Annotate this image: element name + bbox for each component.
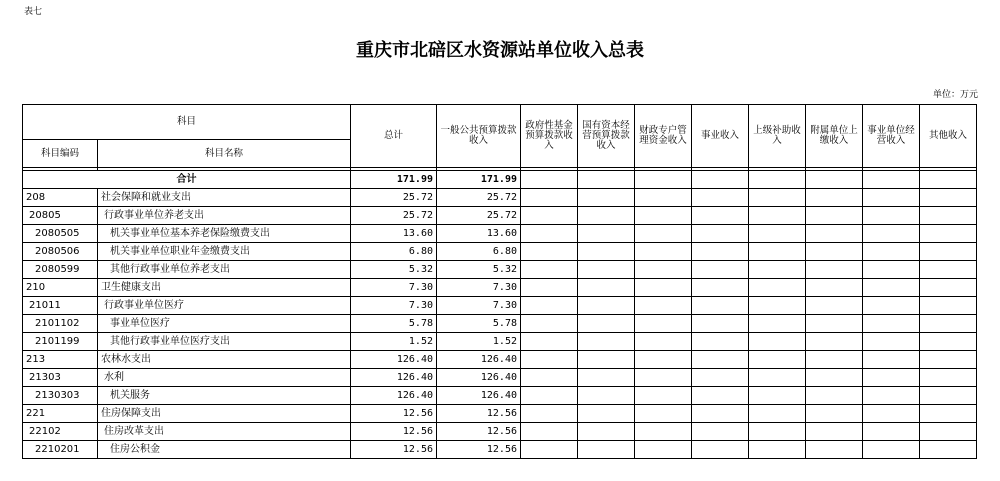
row-code: 2101199 — [23, 333, 98, 351]
row-empty-cell — [806, 351, 863, 369]
row-empty-cell — [521, 261, 578, 279]
row-empty-cell — [635, 189, 692, 207]
row-empty-cell — [521, 297, 578, 315]
table-row — [23, 333, 977, 351]
header-business: 事业收入 — [692, 105, 749, 168]
row-total: 13.60 — [351, 225, 437, 243]
row-total: 12.56 — [351, 441, 437, 459]
row-empty-cell — [749, 369, 806, 387]
row-empty-cell — [749, 261, 806, 279]
row-empty-cell — [578, 225, 635, 243]
row-total: 5.32 — [351, 261, 437, 279]
row-empty-cell — [692, 441, 749, 459]
header-operating: 事业单位经营收入 — [863, 105, 920, 168]
row-general: 25.72 — [437, 189, 521, 207]
row-empty-cell — [521, 441, 578, 459]
total-amount: 171.99 — [351, 171, 437, 189]
row-code: 2210201 — [23, 441, 98, 459]
row-empty-cell — [692, 405, 749, 423]
header-subject: 科目 — [23, 105, 351, 140]
row-total: 7.30 — [351, 279, 437, 297]
row-empty-cell — [920, 261, 977, 279]
table-row — [23, 315, 977, 333]
row-name: 机关事业单位基本养老保险缴费支出 — [98, 225, 351, 243]
row-empty-cell — [806, 279, 863, 297]
row-empty-cell — [692, 423, 749, 441]
row-name: 其他行政事业单位医疗支出 — [98, 333, 351, 351]
row-empty-cell — [806, 423, 863, 441]
row-empty-cell — [920, 315, 977, 333]
row-empty-cell — [749, 405, 806, 423]
row-empty-cell — [749, 441, 806, 459]
row-empty-cell — [920, 207, 977, 225]
row-empty-cell — [521, 279, 578, 297]
row-empty-cell — [806, 261, 863, 279]
row-code: 221 — [23, 405, 98, 423]
row-empty-cell — [578, 279, 635, 297]
row-empty-cell — [920, 369, 977, 387]
row-empty-cell — [806, 207, 863, 225]
row-empty-cell — [863, 351, 920, 369]
row-empty-cell — [635, 207, 692, 225]
row-total: 25.72 — [351, 207, 437, 225]
row-empty-cell — [863, 243, 920, 261]
header-general-budget: 一般公共预算拨款收入 — [437, 105, 521, 168]
table-row — [23, 387, 977, 405]
row-empty-cell — [692, 279, 749, 297]
row-empty-cell — [692, 315, 749, 333]
header-other: 其他收入 — [920, 105, 977, 168]
row-empty-cell — [749, 207, 806, 225]
total-label: 合计 — [23, 171, 351, 189]
header-total: 总计 — [351, 105, 437, 168]
row-empty-cell — [920, 189, 977, 207]
row-empty-cell — [863, 333, 920, 351]
table-row — [23, 279, 977, 297]
row-empty-cell — [578, 351, 635, 369]
row-empty-cell — [578, 207, 635, 225]
row-general: 126.40 — [437, 351, 521, 369]
row-empty-cell — [635, 351, 692, 369]
row-empty-cell — [578, 189, 635, 207]
row-name: 机关事业单位职业年金缴费支出 — [98, 243, 351, 261]
row-empty-cell — [578, 243, 635, 261]
header-state-capital: 国有资本经营预算拨款收入 — [578, 105, 635, 168]
row-empty-cell — [920, 405, 977, 423]
row-empty-cell — [749, 351, 806, 369]
row-empty-cell — [749, 243, 806, 261]
row-empty-cell — [521, 207, 578, 225]
row-empty-cell — [920, 387, 977, 405]
row-empty-cell — [806, 387, 863, 405]
row-code: 2130303 — [23, 387, 98, 405]
row-empty-cell — [863, 315, 920, 333]
row-empty-cell — [635, 225, 692, 243]
total-general: 171.99 — [437, 171, 521, 189]
row-code: 2080505 — [23, 225, 98, 243]
total-row — [23, 171, 977, 189]
row-code: 20805 — [23, 207, 98, 225]
row-total: 25.72 — [351, 189, 437, 207]
row-empty-cell — [578, 387, 635, 405]
row-code: 208 — [23, 189, 98, 207]
row-total: 7.30 — [351, 297, 437, 315]
row-code: 21011 — [23, 297, 98, 315]
row-empty-cell — [635, 441, 692, 459]
table-row — [23, 261, 977, 279]
row-empty-cell — [692, 243, 749, 261]
row-empty-cell — [635, 297, 692, 315]
row-name: 住房改革支出 — [98, 423, 351, 441]
row-empty-cell — [635, 315, 692, 333]
row-code: 2101102 — [23, 315, 98, 333]
table-row — [23, 369, 977, 387]
row-name: 行政事业单位医疗 — [98, 297, 351, 315]
row-empty-cell — [521, 315, 578, 333]
row-empty-cell — [692, 297, 749, 315]
row-general: 12.56 — [437, 423, 521, 441]
row-empty-cell — [863, 297, 920, 315]
row-empty-cell — [578, 441, 635, 459]
row-empty-cell — [749, 333, 806, 351]
row-empty-cell — [635, 279, 692, 297]
row-empty-cell — [635, 423, 692, 441]
row-total: 126.40 — [351, 369, 437, 387]
row-total: 12.56 — [351, 423, 437, 441]
row-empty-cell — [806, 333, 863, 351]
row-general: 126.40 — [437, 387, 521, 405]
unit-label: 单位：万元 — [932, 90, 978, 100]
page-title: 重庆市北碚区水资源站单位收入总表 — [356, 40, 644, 61]
row-total: 126.40 — [351, 387, 437, 405]
row-empty-cell — [806, 405, 863, 423]
row-name: 住房公积金 — [98, 441, 351, 459]
row-empty-cell — [920, 279, 977, 297]
row-general: 6.80 — [437, 243, 521, 261]
row-empty-cell — [863, 225, 920, 243]
row-empty-cell — [635, 369, 692, 387]
row-empty-cell — [863, 261, 920, 279]
row-empty-cell — [521, 243, 578, 261]
row-empty-cell — [578, 423, 635, 441]
row-general: 5.78 — [437, 315, 521, 333]
row-empty-cell — [920, 441, 977, 459]
row-empty-cell — [806, 315, 863, 333]
row-empty-cell — [578, 297, 635, 315]
row-empty-cell — [635, 243, 692, 261]
row-empty-cell — [521, 351, 578, 369]
row-empty-cell — [521, 189, 578, 207]
row-empty-cell — [863, 369, 920, 387]
row-empty-cell — [806, 243, 863, 261]
row-empty-cell — [749, 297, 806, 315]
row-empty-cell — [578, 369, 635, 387]
row-total: 126.40 — [351, 351, 437, 369]
header-name: 科目名称 — [98, 140, 351, 168]
row-total: 12.56 — [351, 405, 437, 423]
row-name: 社会保障和就业支出 — [98, 189, 351, 207]
header-upper-subsidy: 上级补助收入 — [749, 105, 806, 168]
row-name: 卫生健康支出 — [98, 279, 351, 297]
row-empty-cell — [920, 351, 977, 369]
row-empty-cell — [920, 333, 977, 351]
row-name: 其他行政事业单位养老支出 — [98, 261, 351, 279]
row-general: 7.30 — [437, 297, 521, 315]
table-row — [23, 423, 977, 441]
table-row — [23, 225, 977, 243]
row-empty-cell — [521, 405, 578, 423]
row-general: 13.60 — [437, 225, 521, 243]
row-empty-cell — [692, 261, 749, 279]
header-gov-fund: 政府性基金预算拨款收入 — [521, 105, 578, 168]
header-fiscal-special: 财政专户管理资金收入 — [635, 105, 692, 168]
table-number: 表七 — [24, 7, 43, 17]
row-name: 水利 — [98, 369, 351, 387]
row-empty-cell — [521, 225, 578, 243]
row-name: 行政事业单位养老支出 — [98, 207, 351, 225]
row-total: 6.80 — [351, 243, 437, 261]
row-empty-cell — [635, 387, 692, 405]
row-code: 210 — [23, 279, 98, 297]
row-empty-cell — [521, 423, 578, 441]
row-empty-cell — [749, 387, 806, 405]
row-general: 12.56 — [437, 405, 521, 423]
row-empty-cell — [863, 207, 920, 225]
table-row — [23, 207, 977, 225]
row-empty-cell — [692, 333, 749, 351]
row-name: 住房保障支出 — [98, 405, 351, 423]
row-total: 1.52 — [351, 333, 437, 351]
row-empty-cell — [806, 369, 863, 387]
row-empty-cell — [920, 243, 977, 261]
row-empty-cell — [521, 369, 578, 387]
row-empty-cell — [920, 423, 977, 441]
header-affiliated: 附属单位上缴收入 — [806, 105, 863, 168]
row-empty-cell — [863, 441, 920, 459]
row-general: 25.72 — [437, 207, 521, 225]
row-empty-cell — [521, 333, 578, 351]
row-empty-cell — [749, 279, 806, 297]
row-code: 2080599 — [23, 261, 98, 279]
row-empty-cell — [863, 405, 920, 423]
row-empty-cell — [635, 405, 692, 423]
row-empty-cell — [521, 387, 578, 405]
row-total: 5.78 — [351, 315, 437, 333]
row-empty-cell — [920, 297, 977, 315]
table-row — [23, 243, 977, 261]
row-empty-cell — [749, 423, 806, 441]
row-empty-cell — [749, 315, 806, 333]
table-row — [23, 297, 977, 315]
row-empty-cell — [692, 369, 749, 387]
row-empty-cell — [635, 333, 692, 351]
row-empty-cell — [749, 225, 806, 243]
row-code: 213 — [23, 351, 98, 369]
row-general: 5.32 — [437, 261, 521, 279]
row-empty-cell — [863, 423, 920, 441]
table-row — [23, 405, 977, 423]
row-empty-cell — [578, 333, 635, 351]
table-row — [23, 189, 977, 207]
row-name: 事业单位医疗 — [98, 315, 351, 333]
row-general: 12.56 — [437, 441, 521, 459]
row-name: 机关服务 — [98, 387, 351, 405]
row-empty-cell — [806, 441, 863, 459]
row-name: 农林水支出 — [98, 351, 351, 369]
row-code: 21303 — [23, 369, 98, 387]
row-empty-cell — [578, 261, 635, 279]
row-code: 2080506 — [23, 243, 98, 261]
row-empty-cell — [749, 189, 806, 207]
table-row — [23, 441, 977, 459]
row-empty-cell — [692, 207, 749, 225]
row-empty-cell — [692, 225, 749, 243]
row-empty-cell — [806, 297, 863, 315]
table-row — [23, 351, 977, 369]
row-empty-cell — [863, 279, 920, 297]
row-general: 1.52 — [437, 333, 521, 351]
row-empty-cell — [578, 405, 635, 423]
income-summary-table — [22, 104, 977, 459]
row-empty-cell — [692, 351, 749, 369]
header-code: 科目编码 — [23, 140, 98, 168]
row-code: 22102 — [23, 423, 98, 441]
row-empty-cell — [920, 225, 977, 243]
row-general: 7.30 — [437, 279, 521, 297]
row-empty-cell — [578, 315, 635, 333]
row-empty-cell — [635, 261, 692, 279]
row-general: 126.40 — [437, 369, 521, 387]
row-empty-cell — [863, 189, 920, 207]
row-empty-cell — [806, 189, 863, 207]
row-empty-cell — [692, 189, 749, 207]
row-empty-cell — [806, 225, 863, 243]
header-row-1 — [23, 105, 977, 140]
row-empty-cell — [692, 387, 749, 405]
row-empty-cell — [863, 387, 920, 405]
